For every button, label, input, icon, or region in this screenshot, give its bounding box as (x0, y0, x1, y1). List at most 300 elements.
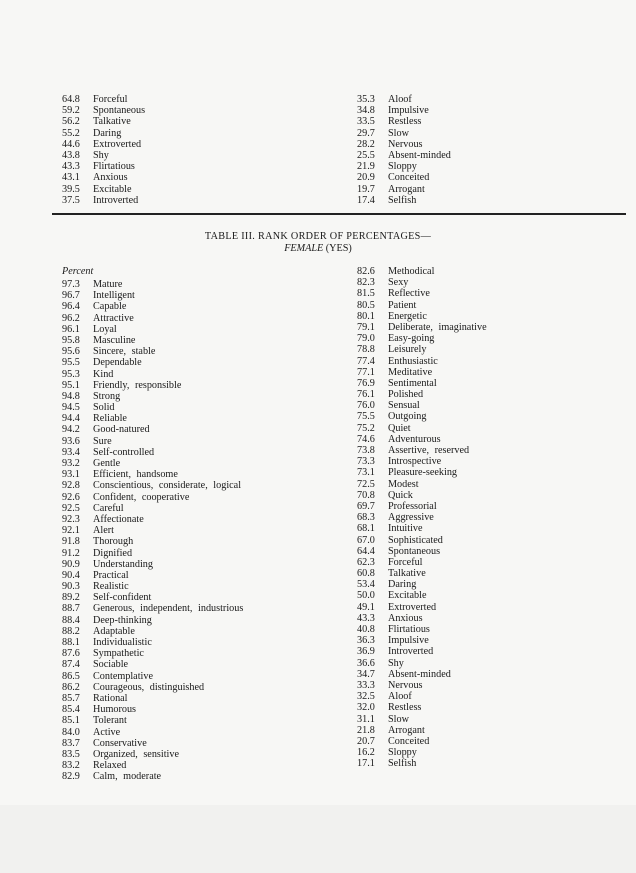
table-row (357, 635, 487, 646)
table-row (357, 434, 487, 445)
table-row (357, 613, 487, 624)
trait-label: Strong (93, 390, 121, 402)
table-row (62, 615, 243, 626)
percent-value: 92.6 (62, 491, 80, 503)
table-row (357, 445, 487, 456)
table-row (62, 559, 243, 570)
table-row (62, 492, 243, 503)
trait-label: Generous, independent, industrious (93, 603, 244, 615)
percent-value: 72.5 (357, 478, 375, 490)
table-row (357, 356, 487, 367)
trait-label: Introverted (388, 646, 434, 658)
trait-label: Quiet (388, 422, 411, 434)
table-title: TABLE III. RANK ORDER OF PERCENTAGES— (204, 231, 432, 242)
percent-value: 17.1 (357, 758, 375, 770)
trait-label: Excitable (93, 183, 132, 195)
table-row (357, 490, 487, 501)
trait-label: Understanding (93, 558, 153, 570)
percent-value: 86.2 (62, 681, 80, 693)
percent-value: 87.4 (62, 659, 80, 671)
percent-value: 32.5 (357, 691, 375, 703)
table-row (62, 447, 243, 458)
percent-value: 81.5 (357, 288, 375, 300)
percent-value: 88.4 (62, 614, 80, 626)
table-row (357, 557, 487, 568)
trait-label: Conservative (93, 737, 147, 749)
percent-value: 90.3 (62, 581, 80, 593)
table-row (357, 624, 487, 635)
percent-value: 68.3 (357, 512, 375, 524)
column-heading-percent: Percent (62, 266, 94, 277)
percent-value: 92.5 (62, 502, 80, 514)
percent-value: 77.4 (357, 355, 375, 367)
table-row (62, 503, 243, 514)
table-row (62, 704, 243, 715)
table-row (357, 535, 487, 546)
trait-label: Talkative (93, 116, 131, 128)
table-row (62, 150, 145, 161)
trait-label: Spontaneous (93, 105, 146, 117)
percent-value: 88.7 (62, 603, 80, 615)
percent-value: 92.1 (62, 525, 80, 537)
trait-label: Alert (93, 525, 114, 537)
percent-value: 28.2 (357, 138, 375, 150)
table-row (357, 333, 487, 344)
table-divider-rule (52, 213, 626, 215)
table-row (357, 467, 487, 478)
trait-label: Extroverted (93, 138, 142, 150)
percent-value: 79.0 (357, 333, 375, 345)
table-row (357, 139, 451, 150)
trait-label: Shy (388, 657, 404, 669)
table-row (62, 682, 243, 693)
table-row (357, 105, 451, 116)
percent-value: 78.8 (357, 344, 375, 356)
table-row (357, 195, 451, 206)
trait-label: Leisurely (388, 344, 427, 356)
trait-label: Dignified (93, 547, 133, 559)
percent-value: 90.9 (62, 558, 80, 570)
percent-value: 55.2 (62, 127, 80, 139)
continued-table-left-column (62, 94, 145, 206)
trait-label: Quick (388, 489, 413, 501)
table-row (62, 301, 243, 312)
table-row (357, 568, 487, 579)
table-row (62, 161, 145, 172)
percent-value: 37.5 (62, 194, 80, 206)
table-row (62, 771, 243, 782)
table-row (357, 736, 487, 747)
percent-value: 36.6 (357, 657, 375, 669)
trait-label: Selfish (388, 758, 417, 770)
percent-value: 36.9 (357, 646, 375, 658)
table-row (62, 480, 243, 491)
trait-label: Sure (93, 435, 112, 447)
table-row (357, 501, 487, 512)
trait-label: Slow (388, 713, 409, 725)
trait-label: Sociable (93, 659, 129, 671)
percent-value: 95.6 (62, 346, 80, 358)
percent-value: 70.8 (357, 489, 375, 501)
trait-label: Shy (93, 149, 109, 161)
table-row (62, 313, 243, 324)
trait-label: Sincere, stable (93, 346, 156, 358)
percent-value: 59.2 (62, 105, 80, 117)
percent-value: 95.3 (62, 368, 80, 380)
percent-value: 56.2 (62, 116, 80, 128)
percent-value: 92.8 (62, 480, 80, 492)
trait-label: Solid (93, 402, 115, 414)
percent-value: 95.1 (62, 379, 80, 391)
percent-value: 35.3 (357, 94, 375, 105)
continued-table-right-column (357, 94, 451, 206)
table-row (62, 380, 243, 391)
percent-value: 64.8 (62, 94, 80, 105)
percent-value: 60.8 (357, 568, 375, 580)
percent-value: 67.0 (357, 534, 375, 546)
table-row (62, 94, 145, 105)
table-row (62, 749, 243, 760)
table-row (62, 469, 243, 480)
percent-value: 87.6 (62, 648, 80, 660)
table-row (62, 279, 243, 290)
table-row (62, 570, 243, 581)
trait-label: Anxious (388, 612, 423, 624)
trait-label: Sympathetic (93, 648, 144, 660)
trait-label: Attractive (93, 312, 134, 324)
percent-value: 50.0 (357, 590, 375, 602)
trait-label: Polished (388, 389, 424, 401)
table-row (357, 714, 487, 725)
percent-value: 83.2 (62, 760, 80, 772)
trait-label: Efficient, handsome (93, 469, 178, 481)
table-row (357, 658, 487, 669)
trait-label: Contemplative (93, 670, 153, 682)
trait-label: Reflective (388, 288, 430, 300)
percent-value: 94.8 (62, 390, 80, 402)
table-row (357, 311, 487, 322)
trait-label: Nervous (388, 679, 423, 691)
percent-value: 40.8 (357, 624, 375, 635)
percent-value: 80.5 (357, 299, 375, 311)
trait-label: Slow (388, 127, 409, 139)
trait-label: Absent-minded (388, 149, 451, 161)
trait-label: Courageous, distinguished (93, 681, 205, 693)
trait-label: Forceful (388, 556, 423, 568)
percent-value: 17.4 (357, 194, 375, 206)
trait-label: Intuitive (388, 523, 423, 535)
trait-label: Professorial (388, 500, 437, 512)
trait-label: Careful (93, 502, 124, 514)
trait-label: Humorous (93, 704, 137, 716)
trait-label: Outgoing (388, 411, 427, 423)
trait-label: Self-confident (93, 592, 152, 604)
percent-value: 31.1 (357, 713, 375, 725)
percent-value: 76.1 (357, 389, 375, 401)
percent-value: 76.0 (357, 400, 375, 412)
trait-label: Deep-thinking (93, 614, 152, 626)
trait-label: Active (93, 726, 121, 738)
subtitle-female: FEMALE (284, 243, 324, 254)
table-row (62, 436, 243, 447)
table-row (62, 324, 243, 335)
trait-label: Restless (388, 702, 422, 714)
trait-label: Calm, moderate (93, 771, 162, 783)
table-row (357, 691, 487, 702)
trait-label: Conceited (388, 735, 430, 747)
percent-value: 95.8 (62, 334, 80, 346)
percent-value: 93.6 (62, 435, 80, 447)
trait-label: Conscientious, considerate, logical (93, 480, 242, 492)
percent-value: 73.3 (357, 456, 375, 468)
percent-value: 43.8 (62, 149, 80, 161)
trait-label: Restless (388, 116, 422, 128)
percent-value: 76.9 (357, 377, 375, 389)
table-row (62, 172, 145, 183)
percent-value: 96.1 (62, 323, 80, 335)
percent-value: 75.2 (357, 422, 375, 434)
trait-label: Extroverted (388, 601, 437, 613)
table-row (62, 548, 243, 559)
table-row (62, 525, 243, 536)
trait-label: Adaptable (93, 625, 135, 637)
percent-value: 93.2 (62, 458, 80, 469)
table-row (62, 346, 243, 357)
table-row (357, 150, 451, 161)
trait-label: Dependable (93, 357, 142, 369)
table-row (62, 458, 243, 469)
percent-value: 94.5 (62, 402, 80, 414)
percent-value: 43.1 (62, 172, 80, 184)
table-row (62, 391, 243, 402)
percent-value: 29.7 (357, 127, 375, 139)
trait-label: Forceful (93, 94, 128, 105)
table-row (357, 411, 487, 422)
table-row (357, 702, 487, 713)
trait-label: Sloppy (388, 747, 417, 759)
trait-label: Daring (388, 579, 417, 591)
percent-value: 80.1 (357, 310, 375, 322)
trait-label: Good-natured (93, 424, 150, 436)
table-row (62, 581, 243, 592)
table-row (357, 523, 487, 534)
trait-label: Introverted (93, 194, 139, 206)
table-row (62, 369, 243, 380)
table-subtitle (0, 243, 636, 254)
trait-label: Mature (93, 279, 123, 290)
table-row (62, 357, 243, 368)
table-row (357, 423, 487, 434)
trait-label: Absent-minded (388, 668, 451, 680)
table-row (62, 335, 243, 346)
trait-label: Assertive, reserved (388, 445, 470, 456)
trait-label: Arrogant (388, 724, 425, 736)
table-row (62, 195, 145, 206)
table-row (62, 727, 243, 738)
percent-value: 83.5 (62, 748, 80, 760)
table-row (62, 514, 243, 525)
table-row (62, 637, 243, 648)
percent-value: 91.2 (62, 547, 80, 559)
trait-label: Methodical (388, 266, 435, 277)
percent-value: 34.7 (357, 668, 375, 680)
table-row (357, 680, 487, 691)
table-row (62, 659, 243, 670)
percent-value: 34.8 (357, 105, 375, 117)
percent-value: 49.1 (357, 601, 375, 613)
trait-label: Realistic (93, 581, 129, 593)
trait-label: Loyal (93, 323, 117, 335)
subtitle-yes: (YES) (325, 243, 352, 254)
percent-value: 74.6 (357, 433, 375, 445)
percent-value: 73.8 (357, 445, 375, 456)
table-row (62, 693, 243, 704)
table-row (357, 288, 487, 299)
table-row (357, 512, 487, 523)
table-row (62, 290, 243, 301)
percent-value: 64.4 (357, 545, 375, 557)
trait-label: Easy-going (388, 333, 435, 345)
table-row (357, 322, 487, 333)
trait-label: Introspective (388, 456, 442, 468)
table-row (62, 760, 243, 771)
trait-label: Arrogant (388, 183, 425, 195)
percent-value: 73.1 (357, 467, 375, 479)
percent-value: 20.7 (357, 735, 375, 747)
table-row (357, 389, 487, 400)
trait-label: Tolerant (93, 715, 127, 727)
percent-value: 88.1 (62, 637, 80, 648)
percent-value: 94.4 (62, 413, 80, 425)
trait-label: Capable (93, 301, 127, 313)
trait-label: Thorough (93, 536, 134, 548)
percent-value: 82.3 (357, 277, 375, 289)
percent-value: 36.3 (357, 635, 375, 647)
percent-value: 21.9 (357, 161, 375, 173)
table3-right-column (357, 266, 487, 769)
table-row (357, 128, 451, 139)
percent-value: 79.1 (357, 321, 375, 333)
trait-label: Sexy (388, 277, 409, 289)
page-bottom-margin (0, 805, 636, 873)
table-row (357, 669, 487, 680)
percent-value: 97.3 (62, 279, 80, 290)
table-row (62, 715, 243, 726)
percent-value: 91.8 (62, 536, 80, 548)
percent-value: 96.2 (62, 312, 80, 324)
trait-label: Relaxed (93, 760, 127, 772)
table-row (62, 128, 145, 139)
percent-value: 96.4 (62, 301, 80, 313)
table-row (62, 139, 145, 150)
table-row (357, 344, 487, 355)
percent-value: 84.0 (62, 726, 80, 738)
percent-value: 85.4 (62, 704, 80, 716)
trait-label: Modest (388, 478, 419, 490)
table-row (357, 400, 487, 411)
trait-label: Sophisticated (388, 534, 443, 546)
table-row (62, 116, 145, 127)
table-row (62, 184, 145, 195)
trait-label: Deliberate, imaginative (388, 321, 487, 333)
table-row (357, 378, 487, 389)
table-row (357, 456, 487, 467)
percent-value: 75.5 (357, 411, 375, 423)
percent-value: 43.3 (357, 612, 375, 624)
table-row (62, 536, 243, 547)
table-row (357, 590, 487, 601)
percent-value: 93.1 (62, 469, 80, 481)
trait-label: Organized, sensitive (93, 748, 179, 760)
trait-label: Conceited (388, 172, 430, 184)
percent-value: 85.7 (62, 692, 80, 704)
trait-label: Talkative (388, 568, 426, 580)
trait-label: Impulsive (388, 635, 429, 647)
trait-label: Meditative (388, 366, 433, 378)
trait-label: Patient (388, 299, 417, 311)
percent-value: 95.5 (62, 357, 80, 369)
table-row (357, 161, 451, 172)
trait-label: Aloof (388, 691, 412, 703)
trait-label: Flirtatious (93, 161, 135, 173)
trait-label: Excitable (388, 590, 427, 602)
percent-value: 88.2 (62, 625, 80, 637)
table-row (357, 758, 487, 769)
table-row (62, 413, 243, 424)
percent-value: 77.1 (357, 366, 375, 378)
percent-value: 82.9 (62, 771, 80, 783)
trait-label: Reliable (93, 413, 127, 425)
trait-label: Nervous (388, 138, 423, 150)
trait-label: Adventurous (388, 433, 441, 445)
table-row (357, 546, 487, 557)
table-row (357, 479, 487, 490)
table-row (62, 738, 243, 749)
percent-value: 89.2 (62, 592, 80, 604)
trait-label: Selfish (388, 194, 417, 206)
table-row (357, 94, 451, 105)
percent-value: 83.7 (62, 737, 80, 749)
percent-value: 33.5 (357, 116, 375, 128)
trait-label: Rational (93, 692, 128, 704)
percent-value: 90.4 (62, 569, 80, 581)
trait-label: Practical (93, 569, 129, 581)
trait-label: Individualistic (93, 637, 152, 648)
trait-label: Affectionate (93, 513, 144, 525)
percent-value: 85.1 (62, 715, 80, 727)
percent-value: 53.4 (357, 579, 375, 591)
percent-value: 44.6 (62, 138, 80, 150)
table-row (357, 266, 487, 277)
trait-label: Masculine (93, 334, 136, 346)
percent-value: 33.3 (357, 679, 375, 691)
table-row (62, 402, 243, 413)
trait-label: Sentimental (388, 377, 437, 389)
table3-left-column (62, 279, 243, 782)
percent-value: 16.2 (357, 747, 375, 759)
percent-value: 92.3 (62, 513, 80, 525)
table-row (357, 184, 451, 195)
table-row (357, 579, 487, 590)
percent-value: 69.7 (357, 500, 375, 512)
trait-label: Aloof (388, 94, 412, 105)
table-row (62, 626, 243, 637)
percent-value: 19.7 (357, 183, 375, 195)
trait-label: Confident, cooperative (93, 491, 190, 503)
trait-label: Self-controlled (93, 446, 155, 458)
percent-value: 21.8 (357, 724, 375, 736)
percent-value: 43.3 (62, 161, 80, 173)
